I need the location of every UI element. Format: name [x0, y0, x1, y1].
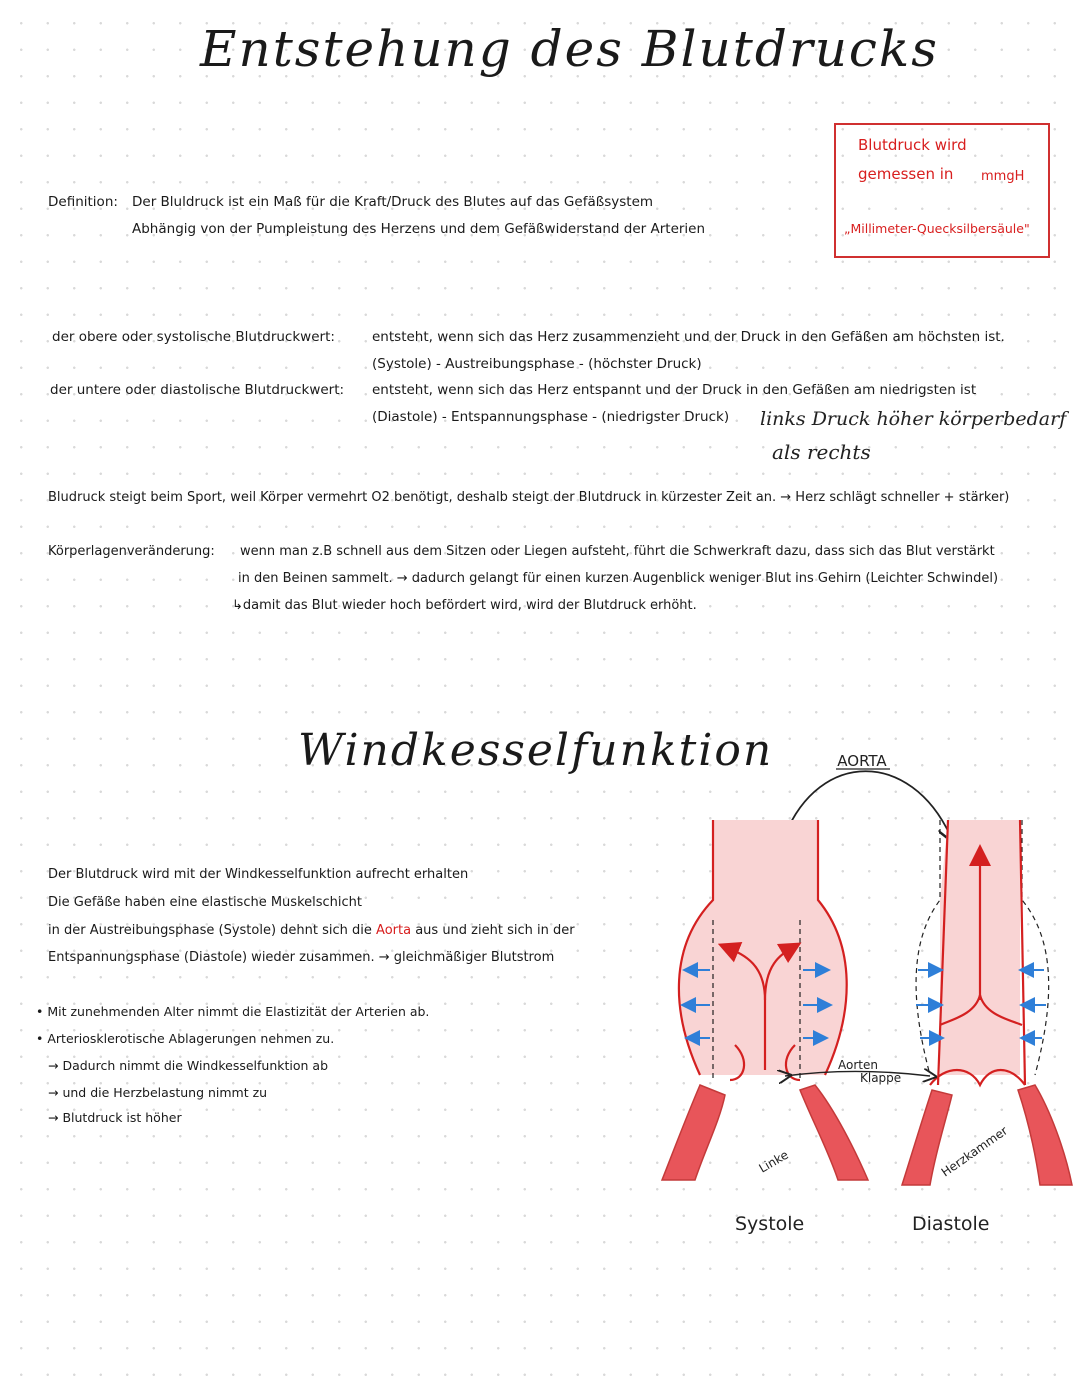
windkessel-line-2: Die Gefäße haben eine elastische Muskelschicht [48, 895, 362, 910]
muscle-wall-right [800, 1085, 868, 1180]
diastolic-line-2: (Diastole) - Entspannungsphase - (niedrigster Druck) [372, 409, 730, 425]
diastole-dash-left [916, 820, 940, 1075]
definition-line-1: Der Bluldruck ist ein Maß für die Kraft/Druck des Blutes auf das Gefäßsystem [132, 194, 654, 210]
sport-text: Bludruck steigt beim Sport, weil Körper vermehrt O2 benötigt, deshalb steigt der Blutdruck in kürzester Zeit an. → Herz schlägt schneller + stärker) [48, 490, 1010, 505]
diastole-label: Diastole [912, 1213, 990, 1235]
page-title: Entstehung des Blutdrucks [200, 20, 939, 78]
windkessel-line-3-post: aus und zieht sich in der [415, 923, 575, 938]
systole-vessel [679, 820, 847, 1075]
bullet-2: • Arteriosklerotische Ablagerungen nehmen zu. [36, 1031, 335, 1046]
handnote-line-2: als rechts [772, 440, 871, 464]
right-chamber-label: Herzkammer [938, 1123, 1011, 1180]
windkessel-line-4: Entspannungsphase (Diastole) wieder zusammen. → gleichmäßiger Blutstrom [48, 950, 555, 965]
diastole-dash-right [1022, 820, 1049, 1075]
bullet-5: → Blutdruck ist höher [48, 1110, 182, 1125]
muscle-wall-right [1018, 1085, 1072, 1185]
muscle-wall-left [662, 1085, 725, 1180]
diastolic-line-1: entsteht, wenn sich das Herz entspannt und der Druck in den Gefäßen am niedrigsten ist [372, 382, 977, 398]
bullet-4: → und die Herzbelastung nimmt zu [48, 1085, 268, 1100]
windkessel-line-3-pre: in der Austreibungsphase (Systole) dehnt sich die [48, 923, 372, 938]
definition-label: Definition: [48, 194, 118, 210]
box-unit: mmgH [981, 169, 1025, 184]
valve-label-2: Klappe [860, 1071, 902, 1085]
posture-line-2: in den Beinen sammelt. → dadurch gelangt für einen kurzen Augenblick weniger Blut ins Gehirn (Leichter Schwindel) [238, 571, 999, 586]
measurement-box [834, 123, 1050, 258]
windkessel-title: Windkesselfunktion [298, 725, 774, 776]
windkessel-line-3 [48, 922, 575, 940]
systolic-line-2: (Systole) - Austreibungsphase - (höchster Druck) [372, 356, 702, 372]
windkessel-diagram [640, 740, 1080, 1260]
diastolic-label: der untere oder diastolische Blutdruckwert: [50, 382, 345, 398]
systolic-label: der obere oder systolische Blutdruckwert: [52, 329, 335, 345]
bullet-1: • Mit zunehmenden Alter nimmt die Elastizität der Arterien ab. [36, 1004, 430, 1019]
box-line-1: Blutdruck wird [858, 136, 967, 154]
aorta-label: AORTA [837, 752, 887, 770]
systole-label: Systole [735, 1213, 805, 1235]
bullet-3: → Dadurch nimmt die Windkesselfunktion ab [48, 1058, 328, 1073]
definition-line-2: Abhängig von der Pumpleistung des Herzens und dem Gefäßwiderstand der Arterien [132, 221, 706, 237]
left-chamber-label: Linke [756, 1147, 791, 1176]
aorta-highlight: Aorta [376, 923, 412, 938]
box-line-3: „Millimeter-Quecksilbersäule" [844, 221, 1030, 236]
posture-line-3: ↳damit das Blut wieder hoch befördert wird, wird der Blutdruck erhöht. [232, 598, 697, 613]
box-line-2: gemessen in [858, 165, 954, 183]
handnote-line-1: links Druck höher körperbedarf [760, 408, 1067, 430]
posture-line-1: wenn man z.B schnell aus dem Sitzen oder Liegen aufsteht, führt die Schwerkraft dazu, dass sich das Blut verstärkt [240, 544, 995, 559]
windkessel-line-1: Der Blutdruck wird mit der Windkesselfunktion aufrecht erhalten [48, 867, 469, 882]
valve-label-1: Aorten [838, 1058, 878, 1072]
posture-label: Körperlagenveränderung: [48, 544, 215, 559]
systolic-line-1: entsteht, wenn sich das Herz zusammenzieht und der Druck in den Gefäßen am höchsten ist. [372, 329, 1005, 345]
